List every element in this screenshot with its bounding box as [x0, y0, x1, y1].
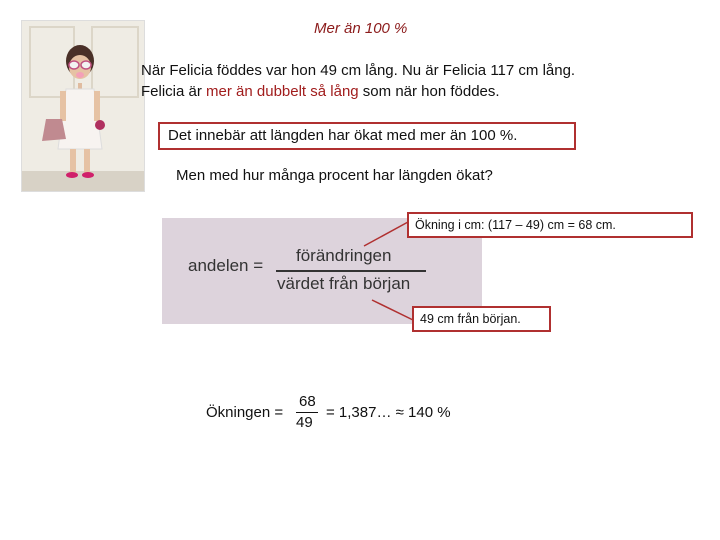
calculation-fraction-bar [296, 412, 318, 413]
intro-line-2-end: som när hon föddes. [358, 83, 500, 100]
boxed-statement: Det innebär att längden har ökat med mer än 100 %. [158, 122, 576, 150]
formula-denominator: värdet från början [277, 274, 411, 293]
callout-change: Ökning i cm: (117 – 49) cm = 68 cm. [407, 212, 693, 238]
formula-left: andelen = [188, 256, 264, 275]
intro-line-1: När Felicia föddes var hon 49 cm lång. Nu är Felicia 117 cm lång. [141, 62, 576, 79]
callout-line-start [372, 300, 413, 320]
page-title: Mer än 100 % [314, 20, 408, 37]
calculation-numerator: 68 [299, 393, 316, 410]
calculation-denominator: 49 [296, 414, 313, 431]
intro-line-2-start: Felicia är [141, 83, 207, 100]
calculation-label: Ökningen = [206, 404, 284, 421]
callout-line-change [364, 222, 408, 246]
formula-numerator: förändringen [296, 246, 392, 265]
intro-highlight: mer än dubbelt så lång [206, 83, 359, 100]
question-text: Men med hur många procent har längden ökat? [176, 167, 493, 184]
calculation-result: = 1,387… ≈ 140 % [326, 404, 451, 421]
callout-start-value: 49 cm från början. [412, 306, 551, 332]
